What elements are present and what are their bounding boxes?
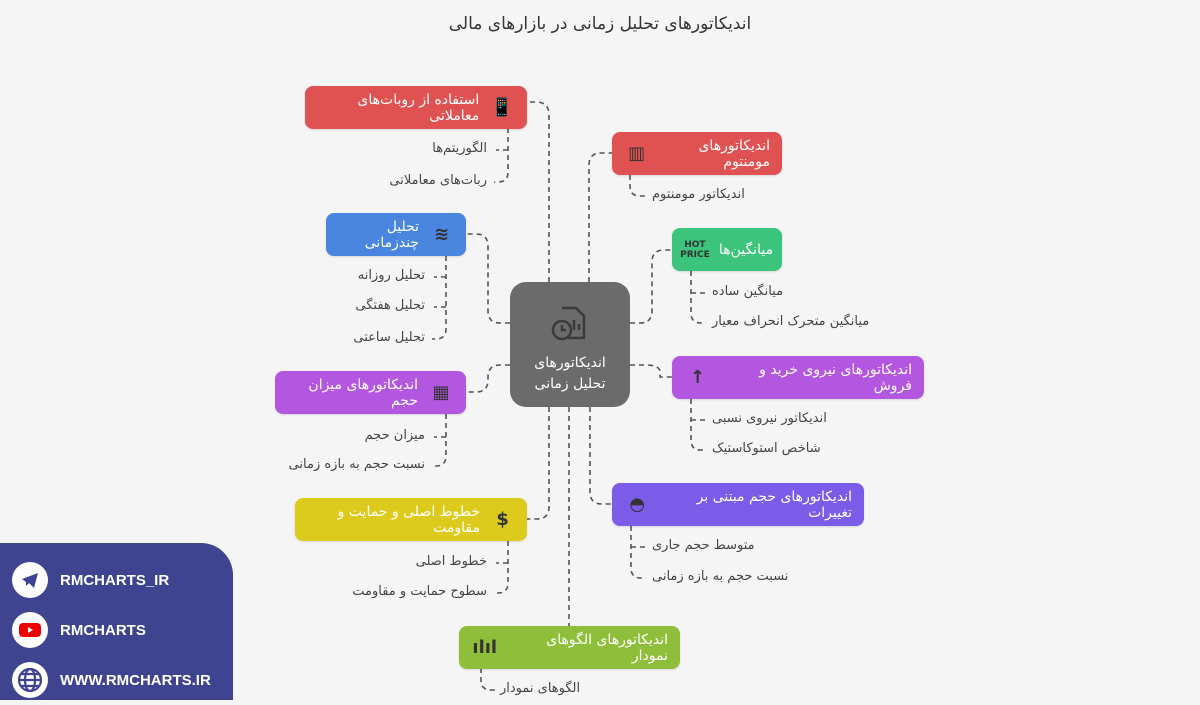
- gauge-icon: ◓: [629, 494, 646, 515]
- node-label: استفاده از روبات‌های معاملاتی: [357, 91, 480, 124]
- candlestick-arrow-icon: ↑: [690, 367, 706, 388]
- node-label: اندیکاتورهای مومنتوم: [698, 137, 770, 170]
- wind-icon: ≋: [434, 224, 450, 245]
- child-item: سطوح حمایت و مقاومت: [352, 584, 487, 599]
- child-item: شاخص استوکاستیک: [712, 441, 821, 456]
- trading-phone-icon: 📱: [490, 97, 514, 118]
- child-item: میزان حجم: [364, 428, 425, 443]
- node-support-resistance[interactable]: [295, 498, 527, 541]
- child-item: اندیکاتور مومنتوم: [652, 187, 745, 202]
- social-badge: [0, 543, 233, 700]
- node-label: تحلیل چندزمانی: [364, 218, 420, 251]
- hot-price-icon: HOT PRICE: [680, 239, 710, 260]
- child-item: تحلیل روزانه: [357, 268, 425, 283]
- child-item: الگوریتم‌ها: [432, 141, 487, 156]
- globe-icon: [12, 662, 48, 698]
- child-item: اندیکاتور نیروی نسبی: [712, 411, 827, 426]
- node-label: اندیکاتورهای الگوهای نمودار: [546, 631, 668, 664]
- node-robots[interactable]: [305, 86, 527, 129]
- node-momentum[interactable]: [612, 132, 782, 175]
- node-label: اندیکاتورهای نیروی خرید و فروش: [759, 361, 912, 394]
- candlestick-dollar-icon: $: [496, 509, 509, 530]
- child-item: میانگین ساده: [712, 284, 784, 299]
- child-item: میانگین متحرک انحراف معیار: [712, 314, 870, 329]
- website-url: WWW.RMCHARTS.IR: [60, 671, 211, 689]
- chart-bars-icon: ▥: [628, 143, 646, 164]
- child-item: تحلیل هفتگی: [355, 298, 425, 313]
- child-item: ربات‌های معاملاتی: [389, 173, 487, 188]
- telegram-link[interactable]: [12, 555, 233, 605]
- youtube-icon: [12, 612, 48, 648]
- node-volume-change[interactable]: [612, 483, 864, 526]
- child-item: خطوط اصلی: [415, 554, 487, 569]
- time-report-icon: [548, 302, 592, 346]
- child-item: نسبت حجم به بازه زمانی: [652, 569, 789, 584]
- website-link[interactable]: [12, 655, 233, 705]
- node-chart-patterns[interactable]: [459, 626, 680, 669]
- diagram-title: اندیکاتورهای تحلیل زمانی در بازارهای مالی: [448, 14, 752, 34]
- node-label: میانگین‌ها: [718, 241, 774, 258]
- node-volume[interactable]: [275, 371, 466, 414]
- node-multi-timeframe[interactable]: [326, 213, 466, 256]
- node-averages[interactable]: [672, 228, 782, 271]
- bars-pattern-icon: ılıl: [472, 637, 498, 658]
- center-line-1: اندیکاتورهای: [534, 355, 606, 371]
- child-item: الگوهای نمودار: [500, 681, 581, 696]
- node-label: اندیکاتورهای میزان حجم: [308, 376, 418, 409]
- center-node[interactable]: [510, 282, 630, 407]
- node-label: اندیکاتورهای حجم مبتنی بر تغییرات: [696, 488, 852, 521]
- center-line-2: تحلیل زمانی: [534, 376, 606, 392]
- table-chart-icon: ▦: [432, 382, 450, 403]
- child-item: تحلیل ساعتی: [353, 330, 425, 345]
- child-item: نسبت حجم به بازه زمانی: [288, 457, 425, 472]
- youtube-link[interactable]: [12, 605, 233, 655]
- node-buy-sell-force[interactable]: [672, 356, 924, 399]
- telegram-icon: [12, 562, 48, 598]
- telegram-handle: RMCHARTS_IR: [60, 571, 170, 589]
- child-item: متوسط حجم جاری: [652, 538, 755, 553]
- node-label: خطوط اصلی و حمایت و مقاومت: [337, 503, 480, 536]
- youtube-handle: RMCHARTS: [60, 621, 146, 639]
